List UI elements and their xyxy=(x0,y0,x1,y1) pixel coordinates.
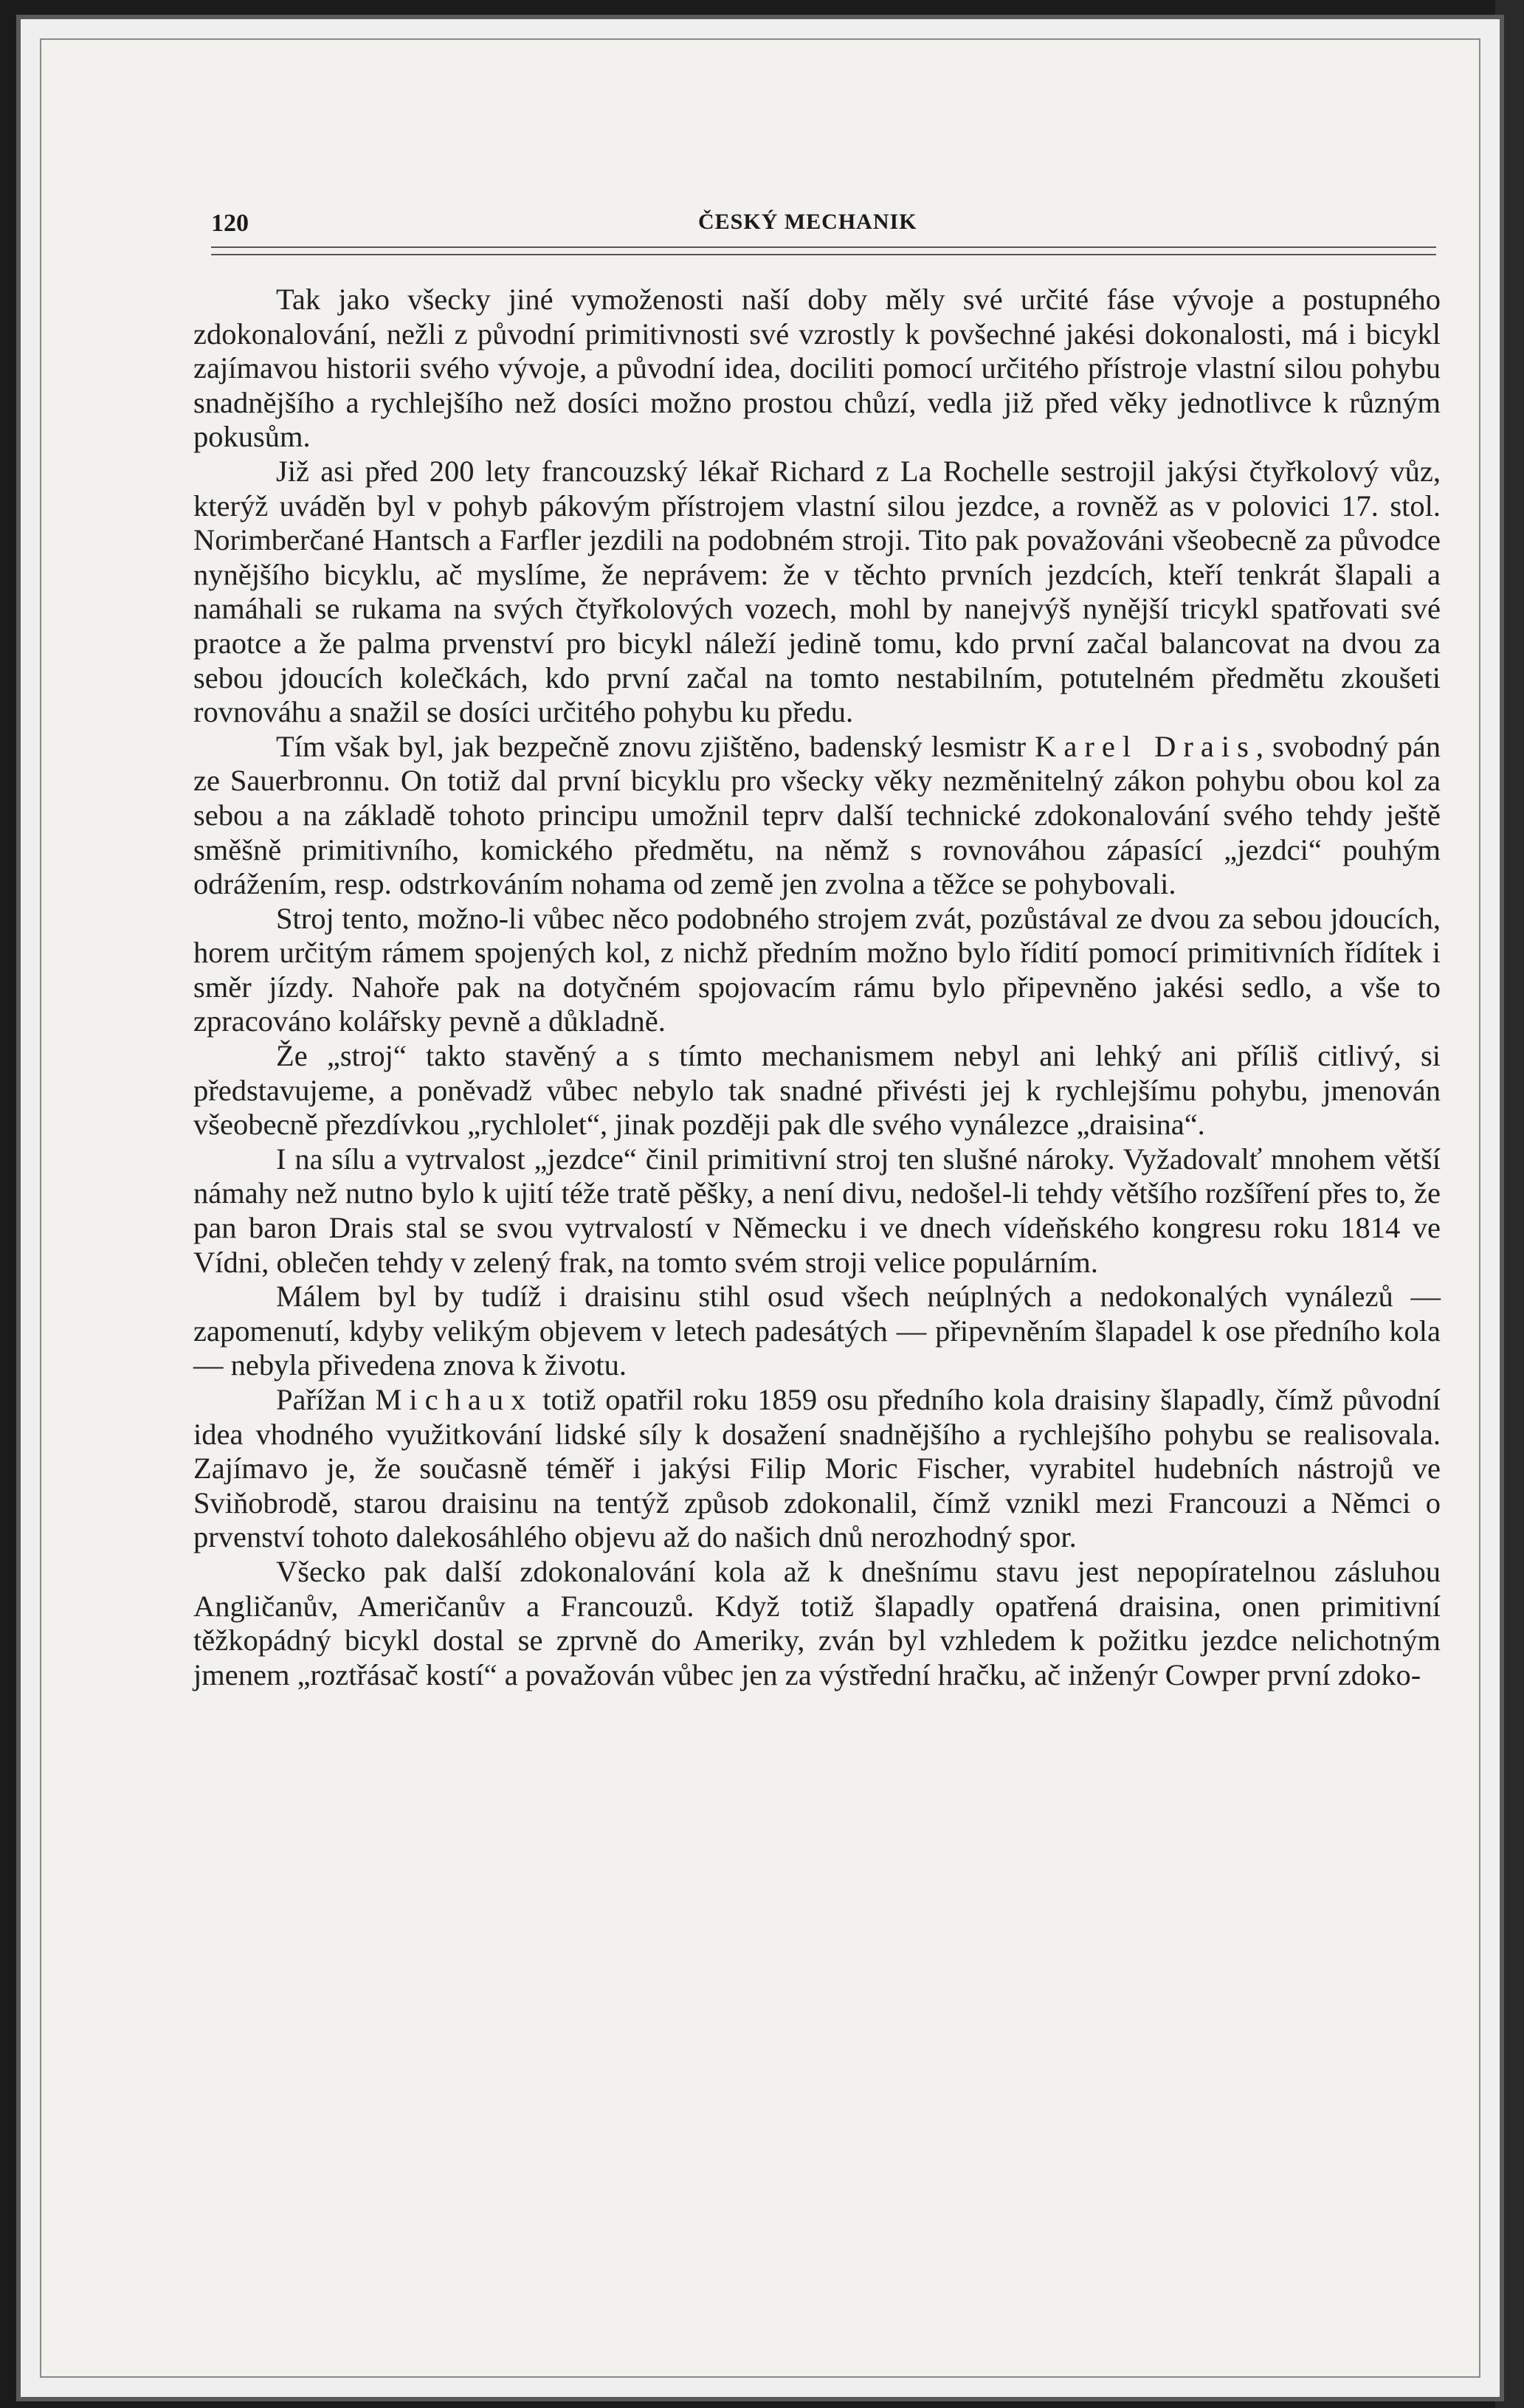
header-rule xyxy=(211,246,1436,248)
paragraph: Stroj tento, možno-li vůbec něco podobného strojem zvát, pozůstával ze dvou za sebou jdoucích, horem určitým rámem spojených kol, z nichž předním možno bylo řídití pomocí primitivních řídítek i směr jízdy. Nahoře pak na dotyčném spojovacím rámu bylo připevněno jakési sedlo, a vše to zpracováno kolářsky pevně a důkladně. xyxy=(193,901,1441,1038)
paragraph: Že „stroj“ takto stavěný a s tímto mechanismem nebyl ani lehký ani příliš citlivý, si představujeme, a poněvadž vůbec nebylo tak snadné přivésti jej k rychlejšímu pohybu, jmenován všeobecně přezdívkou „rychlolet“, jinak později pak dle svého vynálezce „draisina“. xyxy=(193,1039,1441,1142)
paragraph-text: Tím však byl, jak bezpečně znovu zjištěno, badenský lesmistr xyxy=(276,729,1027,763)
paragraph: Všecko pak další zdokonalování kola až k dnešnímu stavu jest nepopíratelnou zásluhou Angličanův, Američanův a Francouzů. Když totiž šlapadly opatřená draisina, onen primitivní těžkopádný bicykl dostal se zprvně do Ameriky, zván byl vzhledem k požitku jezdce nelichotným jmenem „roztřásač kostí“ a považován vůbec jen za výstřední hračku, ač inženýr Cowper první zdoko- xyxy=(193,1554,1441,1691)
spaced-name: Karel Drais xyxy=(1035,729,1256,763)
paragraph-text: , svobodný pán ze Sauerbronnu. On totiž dal první bicyklu pro všecky věky nezměnitelný zákon pohybu obou kol za sebou a na základě tohoto principu umožnil teprv další technické zdokonalování svého tehdy ještě směšně primitivního, komického předmětu, na němž s rovnováhou zápasící „jezdci“ pouhým odrážením, resp. odstrkováním nohama od země jen zvolna a těžce se pohybovali. xyxy=(193,729,1441,901)
paragraph xyxy=(193,730,1441,902)
header-rule-double xyxy=(211,254,1436,255)
page-number: 120 xyxy=(211,210,249,237)
running-title: ČESKÝ MECHANIK xyxy=(698,210,917,234)
paragraph-text: Pařížan xyxy=(276,1383,366,1416)
paragraph: I na sílu a vytrvalost „jezdce“ činil primitivní stroj ten slušné nároky. Vyžadovalť mnohem větší námahy než nutno bylo k ujití téže tratě pěšky, a není divu, nedošel-li tehdy většího rozšíření přes to, že pan baron Drais stal se svou vytrvalostí v Německu i ve dnech vídeňského kongresu roku 1814 ve Vídni, oblečen tehdy v zelený frak, na tomto svém stroji velice populárním. xyxy=(193,1142,1441,1279)
paragraph xyxy=(193,1383,1441,1555)
paragraph-text: totiž opatřil roku 1859 osu předního kola draisiny šlapadly, čímž původní idea vhodného využitkování lidské síly k dosažení snadnějšího a rychlejšího pohybu se realisovala. Zajímavo je, že současně téměř i jakýsi Filip Moric Fischer, vyrabitel hudebních nástrojů ve Sviňobrodě, starou draisinu na tentýž způsob zdokonalil, čímž vznikl mezi Francouzi a Němci o prvenství tohoto dalekosáhlého objevu až do našich dnů nerozhodný spor. xyxy=(193,1383,1441,1554)
paragraph: Tak jako všecky jiné vymoženosti naší doby měly své určité fáse vývoje a postupného zdokonalování, nežli z původní primitivnosti své vzrostly k povšechné jakési dokonalosti, má i bicykl zajímavou historii svého vývoje, a původní idea, dociliti pomocí určitého přístroje vlastní silou pohybu snadnějšího a rychlejšího než dosíci možno prostou chůzí, vedla již před věky jednotlivce k různým pokusům. xyxy=(193,283,1441,454)
page-header xyxy=(211,210,1429,246)
paragraph: Málem byl by tudíž i draisinu stihl osud všech neúplných a nedokonalých vynálezů — zapomenutí, kdyby velikým objevem v letech padesátých — připevněním šlapadel k ose předního kola — nebyla přivedena znova k životu. xyxy=(193,1280,1441,1382)
article-body xyxy=(193,283,1441,1692)
paragraph: Již asi před 200 lety francouzský lékař Richard z La Rochelle sestrojil jakýsi čtyřkolový vůz, kterýž uváděn byl v pohyb pákovým přístrojem vlastní silou jezdce, a rovněž as v polovici 17. stol. Norimberčané Hantsch a Farfler jezdili na podobném stroji. Tito pak považováni všeobecně za původce nynějšího bicyklu, ač myslíme, že neprávem: že v těchto prvních jezdcích, kteří tenkrát šlapali a namáhali se rukama na svých čtyřkolových vozech, mohl by nanejvýš nynější tricykl spatřovati své praotce a že palma prvenství pro bicykl náleží jedině tomu, kdo první začal balancovat na dvou za sebou jdoucích kolečkách, kdo první začal na tomto nestabilním, potutelném předmětu zkoušeti rovnováhu a snažil se dosíci určitého pohybu ku předu. xyxy=(193,454,1441,729)
spaced-name: Michaux xyxy=(375,1383,534,1416)
